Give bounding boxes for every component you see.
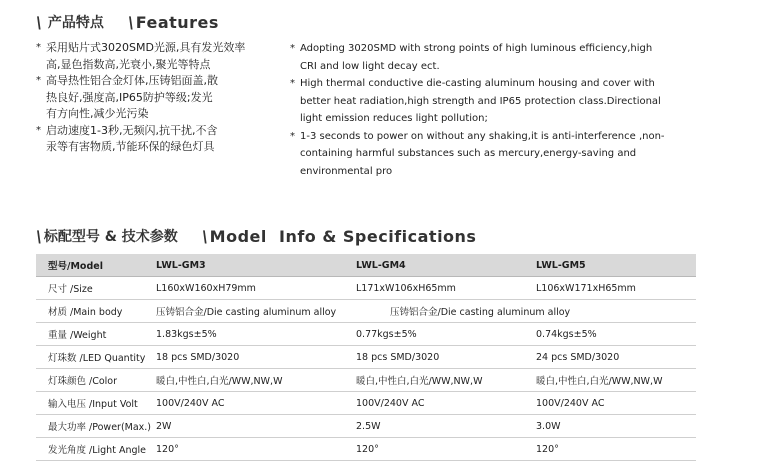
feature-line: 热良好,强度高,IP65防护等级;发光: [46, 90, 213, 104]
table-row: [36, 392, 696, 415]
table-cell: 2W: [144, 415, 344, 438]
slash-decoration: \: [200, 226, 210, 246]
table-cell: 暖白,中性白,白光/WW,NW,W: [344, 369, 524, 392]
feature-line: 有方向性,减少光污染: [46, 107, 149, 120]
table-header-row: [36, 254, 696, 277]
feature-line: 采用贴片式3020SMD光源,具有发光效率: [46, 41, 246, 54]
slash-decoration: \: [34, 12, 44, 32]
specs-title-en: Model Info & Specifications: [209, 226, 477, 246]
feature-item-en: [290, 128, 670, 181]
row-label: 发光角度 /Light Angle: [36, 438, 144, 461]
feature-line: Adopting 3020SMD with strong points of high luminous efficiency,high: [300, 43, 653, 54]
bullet-icon: *: [290, 78, 295, 89]
column-header: LWL-GM5: [524, 254, 696, 277]
bullet-icon: *: [36, 124, 41, 136]
bullet-icon: *: [290, 130, 295, 142]
table-row: [36, 277, 696, 300]
table-cell: 压铸铝合金/Die casting aluminum alloy: [144, 300, 344, 323]
slash-decoration: \: [34, 226, 44, 246]
bullet-icon: *: [36, 42, 41, 53]
bullet-icon: *: [290, 43, 295, 54]
table-cell: L171xW106xH65mm: [344, 277, 524, 300]
table-cell: 1.83kgs±5%: [144, 323, 344, 346]
column-header: LWL-GM3: [144, 254, 344, 277]
table-cell: 100V/240V AC: [344, 392, 524, 415]
row-label: 灯珠颜色 /Color: [36, 369, 144, 392]
features-title-cn: 产品特点: [47, 15, 104, 31]
features-header: [36, 12, 219, 32]
table-cell: 暖白,中性白,白光/WW,NW,W: [524, 369, 696, 392]
feature-line: 高导热性铝合金灯体,压铸铝面盖,散: [46, 74, 218, 87]
feature-item-en: [290, 75, 670, 128]
feature-line: containing harmful substances such as mercury,energy-saving and: [300, 148, 637, 159]
slash-decoration: \: [126, 12, 136, 32]
feature-line: 1-3 seconds to power on without any shaking,it is anti-interference ,non-: [300, 130, 665, 142]
specs-title-cn: 标配型号 & 技术参数: [43, 229, 178, 245]
features-list-cn: [36, 40, 268, 156]
feature-line: 高,显色指数高,光衰小,聚光等特点: [46, 57, 211, 71]
table-cell: 18 pcs SMD/3020: [344, 346, 524, 369]
table-row: [36, 438, 696, 461]
feature-item-cn: [36, 73, 268, 123]
table-cell: 120°: [524, 438, 696, 461]
table-cell: 24 pcs SMD/3020: [524, 346, 696, 369]
table-row: [36, 369, 696, 392]
specs-header: [36, 226, 476, 246]
feature-line: environmental pro: [300, 165, 393, 177]
features-title-en: Features: [135, 12, 219, 32]
table-row: [36, 346, 696, 369]
feature-line: light emission reduces light pollution;: [300, 113, 488, 124]
row-label: 灯珠数 /LED Quantity: [36, 346, 144, 369]
table-cell: 120°: [144, 438, 344, 461]
row-label: 最大功率 /Power(Max.): [36, 415, 144, 438]
table-cell: 2.5W: [344, 415, 524, 438]
row-label: 输入电压 /Input Volt: [36, 392, 144, 415]
feature-line: CRI and low light decay ect.: [300, 60, 440, 72]
row-label: 尺寸 /Size: [36, 277, 144, 300]
table-row: [36, 300, 696, 323]
table-cell: 18 pcs SMD/3020: [144, 346, 344, 369]
table-cell: 120°: [344, 438, 524, 461]
feature-item-cn: [36, 123, 268, 156]
table-cell: 3.0W: [524, 415, 696, 438]
table-cell: 0.74kgs±5%: [524, 323, 696, 346]
spec-table: [36, 254, 696, 461]
feature-item-cn: [36, 40, 268, 73]
feature-line: better heat radiation,high strength and IP65 protection class.Directional: [300, 95, 661, 107]
feature-line: High thermal conductive die-casting aluminum housing and cover with: [300, 78, 655, 89]
feature-line: 汞等有害物质,节能环保的绿色灯具: [46, 140, 215, 153]
row-label: 材质 /Main body: [36, 300, 144, 323]
features-list-en: [290, 40, 670, 180]
table-cell: 压铸铝合金/Die casting aluminum alloy: [344, 300, 524, 323]
table-cell: 100V/240V AC: [524, 392, 696, 415]
table-row: [36, 323, 696, 346]
table-cell: L106xW171xH65mm: [524, 277, 696, 300]
table-cell: 0.77kgs±5%: [344, 323, 524, 346]
row-label: 重量 /Weight: [36, 323, 144, 346]
bullet-icon: *: [36, 75, 41, 86]
column-header: LWL-GM4: [344, 254, 524, 277]
table-cell: L160xW160xH79mm: [144, 277, 344, 300]
table-row: [36, 415, 696, 438]
table-cell: 暖白,中性白,白光/WW,NW,W: [144, 369, 344, 392]
feature-item-en: [290, 40, 670, 75]
column-header: 型号/Model: [36, 254, 144, 277]
table-cell: 100V/240V AC: [144, 392, 344, 415]
feature-line: 启动速度1-3秒,无频闪,抗干扰,不含: [46, 123, 218, 137]
